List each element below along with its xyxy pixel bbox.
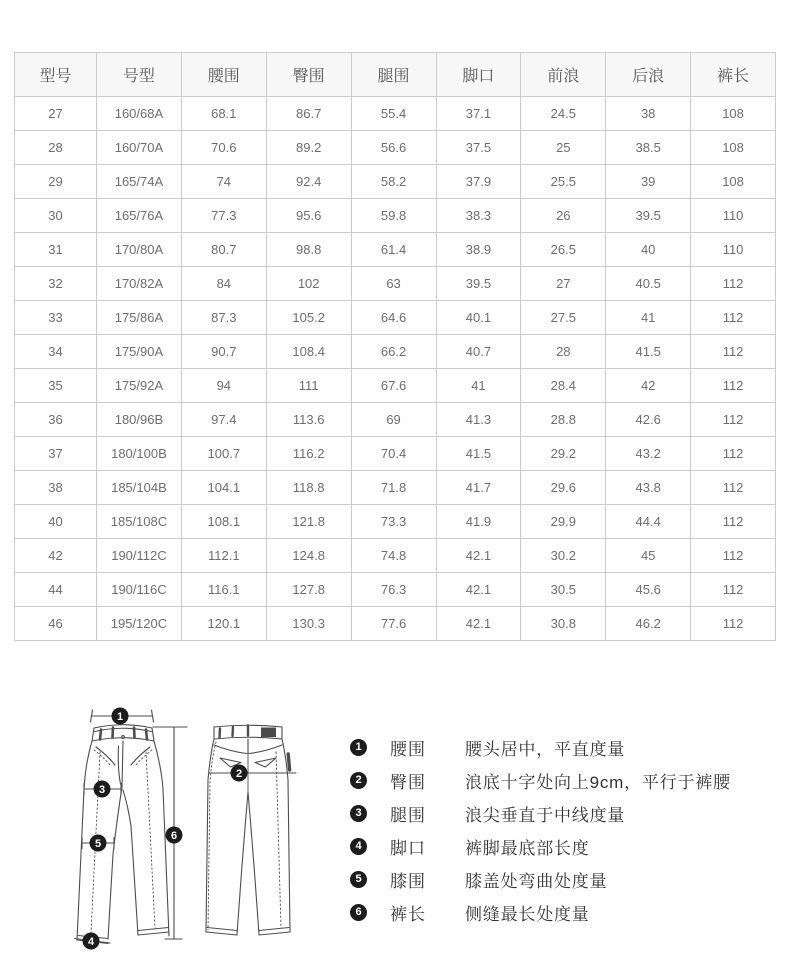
table-cell: 29.6 <box>521 471 606 505</box>
marker-number: 2 <box>235 767 243 780</box>
column-header: 号型 <box>97 53 182 97</box>
column-header: 后浪 <box>606 53 691 97</box>
legend-desc: 浪底十字处向上9cm，平行于裤腰 <box>465 773 731 792</box>
numbered-bullet-icon: 5 <box>350 871 367 888</box>
table-cell: 30 <box>15 199 97 233</box>
marker-number: 6 <box>170 829 178 842</box>
legend-item <box>350 863 731 896</box>
table-cell: 180/100B <box>97 437 182 471</box>
marker-number: 5 <box>94 837 102 850</box>
table-cell: 39 <box>606 165 691 199</box>
table-cell: 59.8 <box>351 199 436 233</box>
table-cell: 46 <box>15 607 97 641</box>
table-cell: 118.8 <box>266 471 351 505</box>
table-cell: 37.9 <box>436 165 521 199</box>
table-cell: 37.5 <box>436 131 521 165</box>
table-cell: 94 <box>181 369 266 403</box>
table-cell: 175/86A <box>97 301 182 335</box>
table-cell: 116.2 <box>266 437 351 471</box>
numbered-bullet-icon: 2 <box>350 772 367 789</box>
table-cell: 111 <box>266 369 351 403</box>
table-cell: 195/120C <box>97 607 182 641</box>
table-cell: 160/70A <box>97 131 182 165</box>
table-cell: 40 <box>15 505 97 539</box>
table-cell: 28.8 <box>521 403 606 437</box>
legend-term: 脚口 <box>390 839 426 858</box>
legend-term: 腰围 <box>390 740 426 759</box>
table-cell: 28.4 <box>521 369 606 403</box>
table-cell: 30.5 <box>521 573 606 607</box>
legend-item <box>350 830 731 863</box>
table-cell: 41.7 <box>436 471 521 505</box>
table-cell: 130.3 <box>266 607 351 641</box>
table-cell: 38 <box>15 471 97 505</box>
table-cell: 108 <box>691 131 776 165</box>
table-cell: 95.6 <box>266 199 351 233</box>
table-cell: 44.4 <box>606 505 691 539</box>
table-cell: 39.5 <box>606 199 691 233</box>
table-cell: 68.1 <box>181 97 266 131</box>
table-cell: 42.6 <box>606 403 691 437</box>
numbered-bullet-icon: 4 <box>350 838 367 855</box>
table-cell: 27 <box>521 267 606 301</box>
legend-term: 裤长 <box>390 905 426 924</box>
table-cell: 76.3 <box>351 573 436 607</box>
table-cell: 34 <box>15 335 97 369</box>
table-cell: 24.5 <box>521 97 606 131</box>
table-cell: 70.4 <box>351 437 436 471</box>
table-cell: 55.4 <box>351 97 436 131</box>
table-cell: 112 <box>691 403 776 437</box>
table-cell: 28 <box>15 131 97 165</box>
table-cell: 175/90A <box>97 335 182 369</box>
numbered-bullet-icon: 3 <box>350 805 367 822</box>
pants-front-view <box>75 710 188 944</box>
column-header: 型号 <box>15 53 97 97</box>
table-cell: 26.5 <box>521 233 606 267</box>
table-cell: 27.5 <box>521 301 606 335</box>
table-cell: 33 <box>15 301 97 335</box>
legend-desc: 浪尖垂直于中线度量 <box>465 806 626 825</box>
table-cell: 112 <box>691 301 776 335</box>
table-cell: 112 <box>691 267 776 301</box>
table-cell: 61.4 <box>351 233 436 267</box>
table-row <box>15 97 776 131</box>
table-cell: 67.6 <box>351 369 436 403</box>
table-cell: 43.8 <box>606 471 691 505</box>
table-row <box>15 199 776 233</box>
column-header: 脚口 <box>436 53 521 97</box>
table-cell: 56.6 <box>351 131 436 165</box>
table-cell: 170/82A <box>97 267 182 301</box>
table-cell: 42.1 <box>436 539 521 573</box>
legend-desc: 裤脚最底部长度 <box>465 839 590 858</box>
table-cell: 190/116C <box>97 573 182 607</box>
table-cell: 41.9 <box>436 505 521 539</box>
table-cell: 58.2 <box>351 165 436 199</box>
table-cell: 38.9 <box>436 233 521 267</box>
column-header: 前浪 <box>521 53 606 97</box>
table-cell: 100.7 <box>181 437 266 471</box>
table-cell: 38.3 <box>436 199 521 233</box>
table-cell: 25 <box>521 131 606 165</box>
numbered-bullet-icon: 6 <box>350 904 367 921</box>
table-cell: 40.7 <box>436 335 521 369</box>
table-cell: 42.1 <box>436 607 521 641</box>
legend-term: 腿围 <box>390 806 426 825</box>
table-cell: 97.4 <box>181 403 266 437</box>
table-row <box>15 267 776 301</box>
marker-number: 1 <box>116 710 124 723</box>
legend-term: 膝围 <box>390 872 426 891</box>
table-cell: 98.8 <box>266 233 351 267</box>
column-header: 腿围 <box>351 53 436 97</box>
legend-desc: 膝盖处弯曲处度量 <box>465 872 608 891</box>
table-cell: 112 <box>691 369 776 403</box>
table-cell: 108 <box>691 97 776 131</box>
table-cell: 37.1 <box>436 97 521 131</box>
table-row <box>15 403 776 437</box>
table-cell: 185/104B <box>97 471 182 505</box>
table-cell: 36 <box>15 403 97 437</box>
column-header: 腰围 <box>181 53 266 97</box>
measurement-legend <box>350 731 731 929</box>
numbered-bullet-icon: 1 <box>350 739 367 756</box>
table-cell: 44 <box>15 573 97 607</box>
table-cell: 190/112C <box>97 539 182 573</box>
table-cell: 38.5 <box>606 131 691 165</box>
table-cell: 160/68A <box>97 97 182 131</box>
table-cell: 89.2 <box>266 131 351 165</box>
table-cell: 40 <box>606 233 691 267</box>
legend-item <box>350 896 731 929</box>
table-cell: 102 <box>266 267 351 301</box>
table-row <box>15 165 776 199</box>
table-row <box>15 437 776 471</box>
table-cell: 30.8 <box>521 607 606 641</box>
table-row <box>15 233 776 267</box>
table-row <box>15 573 776 607</box>
table-cell: 84 <box>181 267 266 301</box>
table-cell: 26 <box>521 199 606 233</box>
table-cell: 110 <box>691 199 776 233</box>
table-cell: 74 <box>181 165 266 199</box>
table-cell: 112 <box>691 437 776 471</box>
table-cell: 42.1 <box>436 573 521 607</box>
table-cell: 40.5 <box>606 267 691 301</box>
table-cell: 70.6 <box>181 131 266 165</box>
table-cell: 112 <box>691 505 776 539</box>
table-cell: 127.8 <box>266 573 351 607</box>
table-cell: 35 <box>15 369 97 403</box>
column-header: 臀围 <box>266 53 351 97</box>
table-cell: 87.3 <box>181 301 266 335</box>
table-row <box>15 369 776 403</box>
table-cell: 170/80A <box>97 233 182 267</box>
table-cell: 185/108C <box>97 505 182 539</box>
table-cell: 41 <box>606 301 691 335</box>
table-cell: 32 <box>15 267 97 301</box>
table-row <box>15 301 776 335</box>
table-cell: 41.3 <box>436 403 521 437</box>
table-cell: 37 <box>15 437 97 471</box>
marker-number: 4 <box>87 935 95 948</box>
table-cell: 108 <box>691 165 776 199</box>
table-row <box>15 539 776 573</box>
brand-label-patch <box>261 728 276 738</box>
table-cell: 46.2 <box>606 607 691 641</box>
table-cell: 112 <box>691 539 776 573</box>
legend-desc: 侧缝最长处度量 <box>465 905 590 924</box>
table-cell: 73.3 <box>351 505 436 539</box>
table-cell: 86.7 <box>266 97 351 131</box>
table-cell: 28 <box>521 335 606 369</box>
table-cell: 121.8 <box>266 505 351 539</box>
table-cell: 42 <box>606 369 691 403</box>
table-cell: 71.8 <box>351 471 436 505</box>
table-cell: 63 <box>351 267 436 301</box>
table-row <box>15 471 776 505</box>
table-cell: 108.1 <box>181 505 266 539</box>
pants-back-view <box>206 725 296 935</box>
table-header-row <box>15 53 776 97</box>
legend-term: 臀围 <box>390 773 426 792</box>
table-cell: 80.7 <box>181 233 266 267</box>
table-cell: 113.6 <box>266 403 351 437</box>
table-cell: 108.4 <box>266 335 351 369</box>
table-cell: 90.7 <box>181 335 266 369</box>
table-cell: 27 <box>15 97 97 131</box>
table-cell: 69 <box>351 403 436 437</box>
table-cell: 29.2 <box>521 437 606 471</box>
table-cell: 104.1 <box>181 471 266 505</box>
table-cell: 77.3 <box>181 199 266 233</box>
table-cell: 74.8 <box>351 539 436 573</box>
legend-item <box>350 731 731 764</box>
table-cell: 31 <box>15 233 97 267</box>
table-cell: 112 <box>691 471 776 505</box>
table-cell: 41.5 <box>436 437 521 471</box>
table-cell: 25.5 <box>521 165 606 199</box>
table-cell: 66.2 <box>351 335 436 369</box>
table-cell: 29 <box>15 165 97 199</box>
table-cell: 30.2 <box>521 539 606 573</box>
table-row <box>15 131 776 165</box>
table-row <box>15 607 776 641</box>
table-cell: 29.9 <box>521 505 606 539</box>
table-cell: 165/76A <box>97 199 182 233</box>
table-cell: 42 <box>15 539 97 573</box>
size-table-head <box>15 53 776 97</box>
table-cell: 39.5 <box>436 267 521 301</box>
table-cell: 64.6 <box>351 301 436 335</box>
column-header: 裤长 <box>691 53 776 97</box>
table-cell: 120.1 <box>181 607 266 641</box>
pants-measurement-diagram <box>58 694 330 962</box>
table-cell: 40.1 <box>436 301 521 335</box>
table-cell: 112 <box>691 573 776 607</box>
legend-desc: 腰头居中，平直度量 <box>465 740 626 759</box>
table-cell: 41 <box>436 369 521 403</box>
legend-item <box>350 797 731 830</box>
size-table <box>14 52 776 641</box>
table-cell: 112 <box>691 607 776 641</box>
table-cell: 110 <box>691 233 776 267</box>
table-cell: 45.6 <box>606 573 691 607</box>
legend-item <box>350 764 731 797</box>
table-cell: 38 <box>606 97 691 131</box>
table-row <box>15 505 776 539</box>
table-cell: 45 <box>606 539 691 573</box>
table-cell: 43.2 <box>606 437 691 471</box>
table-row <box>15 335 776 369</box>
table-cell: 105.2 <box>266 301 351 335</box>
table-cell: 124.8 <box>266 539 351 573</box>
table-cell: 165/74A <box>97 165 182 199</box>
size-table-body <box>15 97 776 641</box>
table-cell: 112 <box>691 335 776 369</box>
table-cell: 112.1 <box>181 539 266 573</box>
table-cell: 41.5 <box>606 335 691 369</box>
table-cell: 175/92A <box>97 369 182 403</box>
table-cell: 116.1 <box>181 573 266 607</box>
table-cell: 92.4 <box>266 165 351 199</box>
marker-number: 3 <box>98 783 106 796</box>
table-cell: 77.6 <box>351 607 436 641</box>
table-cell: 180/96B <box>97 403 182 437</box>
